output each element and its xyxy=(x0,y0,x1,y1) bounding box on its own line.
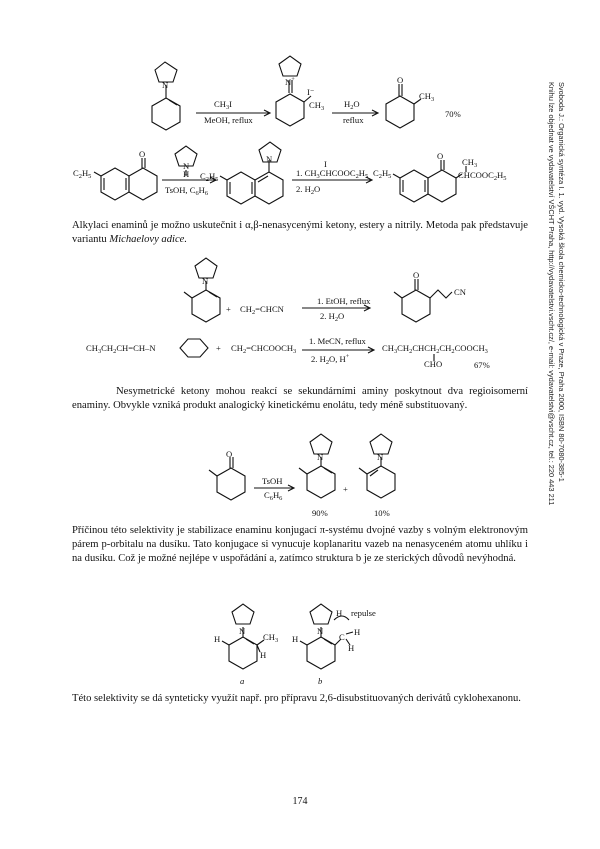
enamine-ethyl: $C_2H_5$ xyxy=(200,171,219,183)
sidebar-line-2: Knihu lze objednat ve vydavatelství VŠCHT Praha, http://vydavatelstvi.vscht.cz/, e-mail: vydavatelstvi@vscht.cz, tel.: 220 443 211 xyxy=(547,82,556,506)
s4-plus: + xyxy=(216,343,221,353)
methyl-label: $CH_3$ xyxy=(309,100,325,112)
enamine-n: N xyxy=(266,154,273,164)
s4-cho: CHO xyxy=(424,359,443,369)
s6b-n: N xyxy=(317,626,324,636)
s6b-h-top: H xyxy=(336,608,343,618)
paragraph-1-emph: Michaelovy adice. xyxy=(109,234,188,246)
n-atom: N xyxy=(162,80,169,90)
s5-yield-a: 90% xyxy=(312,508,328,518)
iodide-label: I⁻ xyxy=(307,87,315,97)
product-methyl: $CH_3$ xyxy=(419,91,435,103)
paragraph-1-text: Alkylaci enaminů je možno uskutečnit i α,β-nenasycenými ketony, estery a nitrily. Metoda pak představuje variantu xyxy=(72,220,528,246)
step-bottom: 2. $H_2O$ xyxy=(296,184,321,196)
step2-top: $H_2O$ xyxy=(344,99,360,111)
s3-cn: CN xyxy=(454,287,466,297)
pyrrolidine-nh: N H xyxy=(183,161,190,179)
step-top: 1. $CH_3CHCOOC_2H_5$ xyxy=(296,168,369,180)
s5-cond-top: TsOH xyxy=(262,476,283,486)
n-plus-atom: N+ xyxy=(285,76,295,87)
reagent-ch3i: $CH_3I$ xyxy=(214,99,233,111)
paragraph-4: Této selektivity se dá synteticky využít např. pro přípravu 2,6-disubstituovaných derivátů cyklohexanonu. xyxy=(72,693,521,704)
sm-ethyl: $C_2H_5$ xyxy=(73,168,92,180)
oxygen-label: O xyxy=(397,75,404,85)
s6b-h-bottom: H xyxy=(348,643,355,653)
s5-oxygen: O xyxy=(226,449,233,459)
s3-oxygen: O xyxy=(413,270,420,280)
s3-n: N xyxy=(202,276,209,286)
s3-cond-top: 1. EtOH, reflux xyxy=(317,296,371,306)
s4-reagent: $CH_2=CHCOOCH_3$ xyxy=(231,343,297,355)
s3-cond-bottom: 2. $H_2O$ xyxy=(320,311,345,323)
product-oxygen: O xyxy=(437,151,444,161)
paragraph-3: Příčinou této selektivity je stabilizace enaminu konjugací π-systému dvojné vazby s volným elektronovým párem p-orbitalu na dusíku. Tato konjugace si vynucuje koplanaritu vazeb na nenasyceném atomu uhlíku i na dusíku. Což je možné nejlépe v uspořádání a, zatímco struktura b je ze sterických důvodů nevýhodná. xyxy=(72,525,528,565)
sidebar-line-1: Svoboda J.: Organická syntéza I. 1. vyd. Vysoká škola chemicko-technologická v Praze, Praha 2000, ISBN 80-7080-385-1 xyxy=(557,82,566,482)
page-number: 174 xyxy=(292,796,308,807)
s5-cond-bottom: $C_6H_6$ xyxy=(264,490,283,502)
repulse-label: repulse xyxy=(351,608,376,618)
s6a-ch3: $CH_3$ xyxy=(263,632,279,644)
product-ethyl: $C_2H_5$ xyxy=(373,168,392,180)
s4-yield: 67% xyxy=(474,360,490,370)
s4-cond-top: 1. MeCN, reflux xyxy=(309,336,366,346)
s4-product: $CH_3CH_2CHCH_2CH_2COOCH_3$ xyxy=(382,343,488,355)
s6a-h-right: H xyxy=(260,650,267,660)
s6b-c: C xyxy=(339,632,345,642)
label-b: b xyxy=(318,676,323,686)
s4-cond-bottom: 2. $H_2O$, H+ xyxy=(311,353,350,366)
paragraph-2: Nesymetrické ketony mohou reakcí se sekundárními aminy poskytnout dva regioisomerní enaminy. Obvykle vzniká produkt analogický kinetickému enolátu, tedy méně substituovaný. xyxy=(72,386,528,412)
s5-n-b: N xyxy=(377,452,384,462)
yield-70: 70% xyxy=(445,109,461,119)
s3-plus: + xyxy=(226,304,231,314)
s3-reagent: $CH_2=CHCN$ xyxy=(240,304,284,316)
step-iodo: I xyxy=(324,159,327,169)
product-chain: $CHCOOC_2H_5$ xyxy=(458,170,507,182)
reagent-cond: MeOH, reflux xyxy=(204,115,253,125)
s5-plus: + xyxy=(343,484,348,494)
step2-bottom: reflux xyxy=(343,115,364,125)
s6b-h-left: H xyxy=(292,634,299,644)
label-a: a xyxy=(240,676,245,686)
sm-oxygen: O xyxy=(139,149,146,159)
s6a-n: N xyxy=(239,626,246,636)
s5-n-a: N xyxy=(317,452,324,462)
s5-yield-b: 10% xyxy=(374,508,390,518)
product-ch3: $CH_3$ xyxy=(462,157,478,169)
s6b-h-right: H xyxy=(354,627,361,637)
cond-tsoh: TsOH, $C_6H_6$ xyxy=(165,185,209,197)
s6a-h-left: H xyxy=(214,634,221,644)
s4-sm: $CH_3CH_2CH=CH-N$ xyxy=(86,343,156,355)
